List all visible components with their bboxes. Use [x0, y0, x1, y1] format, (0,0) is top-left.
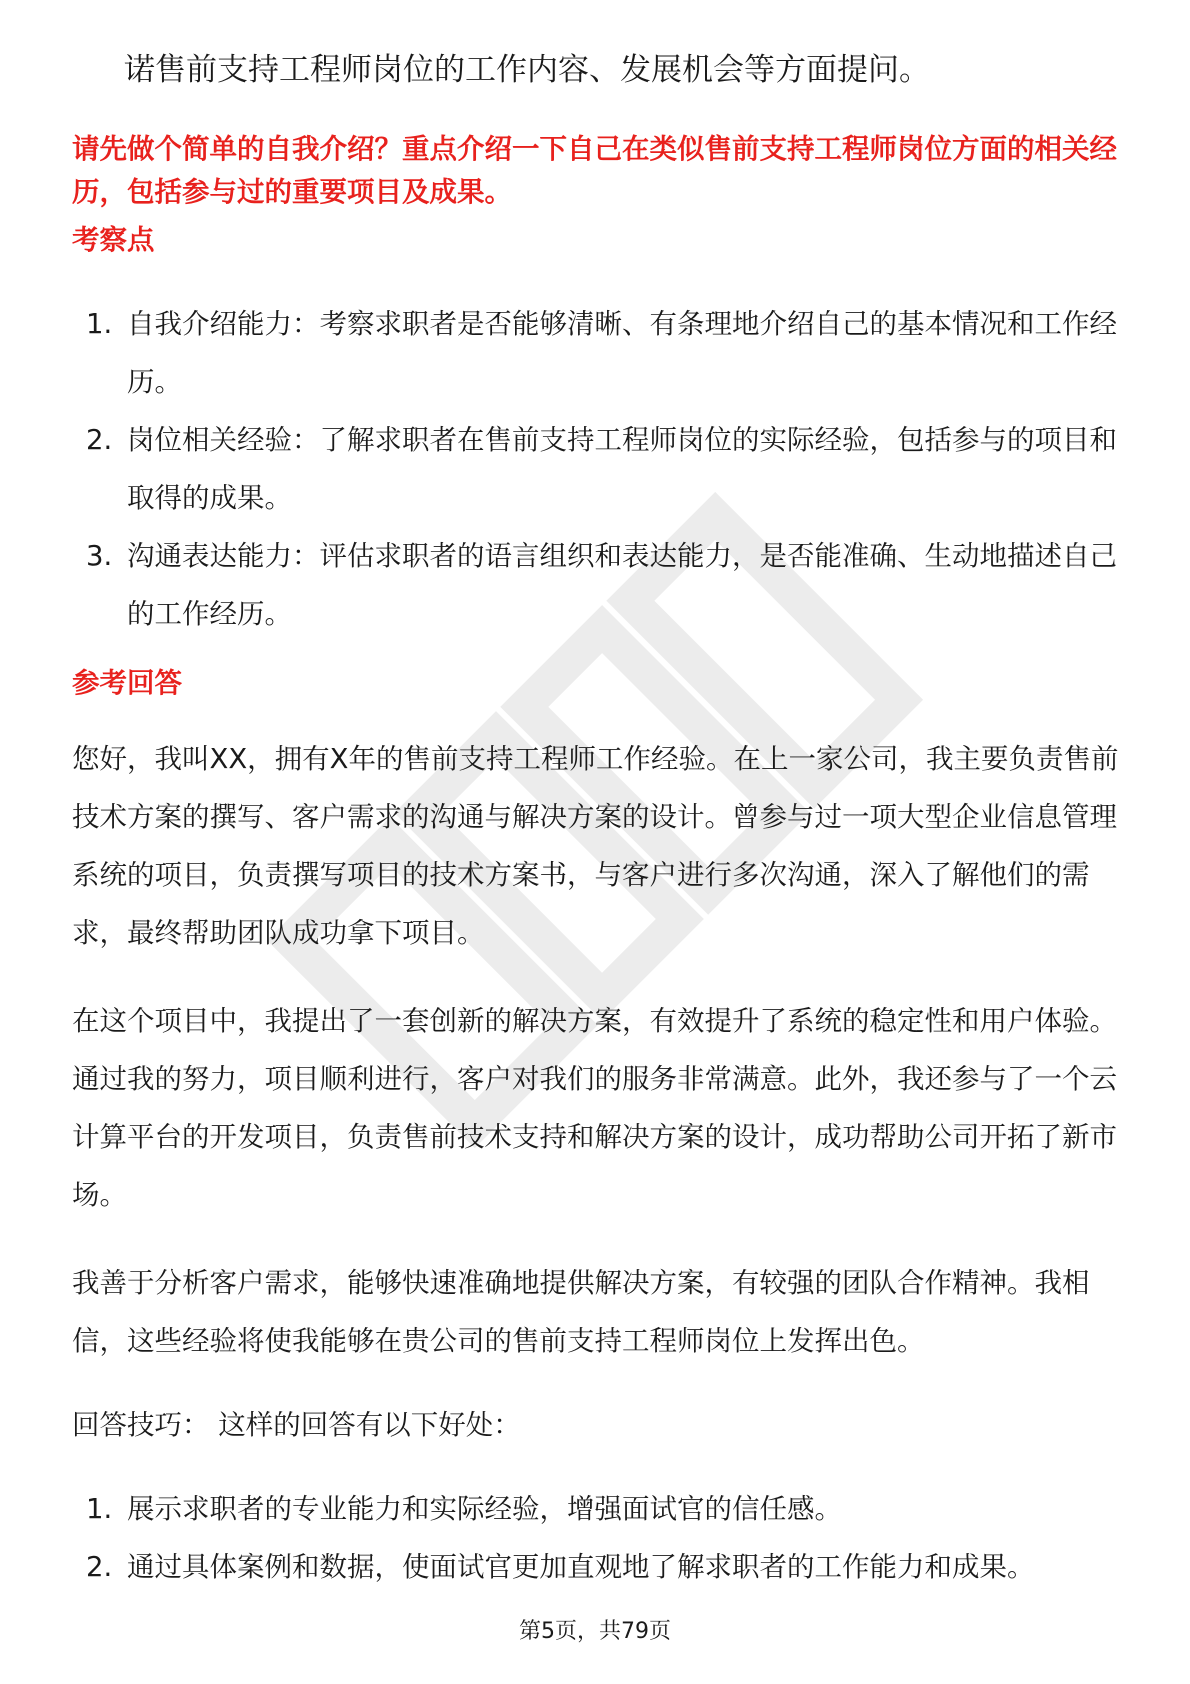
list-number: 2.	[86, 424, 113, 456]
answer-paragraph: 在这个项目中，我提出了一套创新的解决方案，有效提升了系统的稳定性和用户体验。通过我的努力，项目顺利进行，客户对我们的服务非常满意。此外，我还参与了一个云计算平台的开发项目，负责售前技术支持和解决方案的设计，成功帮助公司开拓了新市场。	[72, 1005, 1117, 1211]
tip-item	[72, 1480, 1122, 1538]
tip-text: 通过具体案例和数据，使面试官更加直观地了解求职者的工作能力和成果。	[127, 1551, 1035, 1583]
assessment-text: 自我介绍能力：考察求职者是否能够清晰、有条理地介绍自己的基本情况和工作经历。	[127, 308, 1117, 398]
tips-list	[72, 1480, 1122, 1596]
answer-paragraph: 我善于分析客户需求，能够快速准确地提供解决方案，有较强的团队合作精神。我相信，这些经验将使我能够在贵公司的售前支持工程师岗位上发挥出色。	[72, 1267, 1090, 1357]
list-number: 1.	[86, 308, 113, 340]
list-number: 2.	[86, 1551, 113, 1583]
assessment-text: 沟通表达能力：评估求职者的语言组织和表达能力，是否能准确、生动地描述自己的工作经历。	[127, 540, 1117, 630]
assessment-list	[72, 295, 1122, 643]
assessment-item	[72, 411, 1122, 527]
assessment-text: 岗位相关经验：了解求职者在售前支持工程师岗位的实际经验，包括参与的项目和取得的成果。	[127, 424, 1117, 514]
answer-heading: 参考回答	[72, 667, 182, 699]
list-number: 1.	[86, 1493, 113, 1525]
page-footer: 第5页，共79页	[519, 1619, 671, 1644]
answer-paragraph: 您好，我叫XX，拥有X年的售前支持工程师工作经验。在上一家公司，我主要负责售前技术方案的撰写、客户需求的沟通与解决方案的设计。曾参与过一项大型企业信息管理系统的项目，负责撰写项目的技术方案书，与客户进行多次沟通，深入了解他们的需求，最终帮助团队成功拿下项目。	[72, 743, 1119, 949]
interview-question: 请先做个简单的自我介绍？重点介绍一下自己在类似售前支持工程师岗位方面的相关经历，包括参与过的重要项目及成果。	[72, 133, 1117, 208]
tips-intro: 回答技巧： 这样的回答有以下好处：	[72, 1409, 521, 1441]
tip-item	[72, 1538, 1122, 1596]
assessment-item	[72, 295, 1122, 411]
intro-text: 诺售前支持工程师岗位的工作内容、发展机会等方面提问。	[124, 52, 930, 88]
list-number: 3.	[86, 540, 113, 572]
assessment-heading: 考察点	[72, 224, 155, 256]
assessment-item	[72, 527, 1122, 643]
tip-text: 展示求职者的专业能力和实际经验，增强面试官的信任感。	[127, 1493, 842, 1525]
